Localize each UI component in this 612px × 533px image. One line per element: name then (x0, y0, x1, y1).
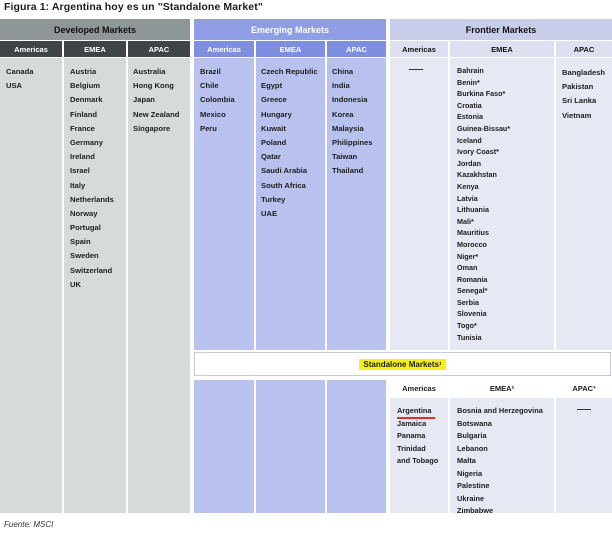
market-item: Sri Lanka (562, 96, 597, 106)
market-item: Bulgaria (457, 431, 487, 440)
market-item: Tunisia (457, 332, 482, 342)
market-item: Botswana (457, 418, 492, 428)
market-item: Qatar (261, 152, 281, 162)
market-item: China (332, 67, 354, 76)
market-item: Burkina Faso* (457, 89, 506, 99)
developed-apac-list (133, 65, 179, 136)
market-item: Serbia (457, 297, 479, 307)
market-item: Vietnam (562, 110, 592, 120)
standalone-apac-none-dash (577, 409, 591, 410)
market-item: Iceland (457, 135, 482, 145)
frontier-americas-column (390, 58, 448, 350)
standalone-americas-header: Americas (402, 383, 436, 393)
market-item: Bosnia and Herzegovina (457, 406, 543, 415)
emerging-americas-header: Americas (194, 41, 254, 57)
frontier-markets-header: Frontier Markets (390, 19, 612, 40)
emerging-markets-header: Emerging Markets (194, 19, 386, 40)
frontier-americas-none-dash (409, 69, 423, 70)
frontier-americas-header: Americas (390, 41, 448, 57)
argentina-underline (397, 417, 435, 419)
emerging-emea-lower (256, 380, 325, 513)
market-item: Lebanon (457, 443, 488, 453)
market-item: Ivory Coast* (457, 147, 499, 157)
market-item: Italy (70, 180, 86, 190)
market-item: Mauritius (457, 228, 489, 238)
emerging-emea-header: EMEA (256, 41, 325, 57)
developed-markets-header: Developed Markets (0, 19, 190, 40)
market-item: Philippines (332, 137, 373, 147)
market-item: Saudi Arabia (261, 166, 308, 176)
market-item: Senegal* (457, 286, 488, 296)
developed-emea-list (70, 65, 114, 292)
market-item: Greece (261, 95, 287, 105)
market-item: Taiwan (332, 152, 358, 162)
market-item: Zimbabwe (457, 506, 494, 515)
market-item: Togo* (457, 321, 477, 331)
market-item: Switzerland (70, 265, 113, 275)
market-item: Ukraine (457, 493, 485, 503)
developed-apac-header: APAC (128, 41, 190, 57)
standalone-apac-header: APAC³ (572, 383, 596, 393)
market-item: Turkey (261, 194, 286, 204)
market-item: Niger* (457, 251, 479, 261)
market-item: Jordan (457, 158, 481, 168)
market-item: UAE (261, 208, 278, 218)
market-item: Ireland (70, 152, 95, 162)
market-item: Pakistan (562, 82, 594, 92)
market-item: Japan (133, 95, 155, 105)
market-item: Israel (70, 166, 90, 176)
frontier-emea-header: EMEA (450, 41, 554, 57)
emerging-apac-lower (327, 380, 386, 513)
market-item: Chile (200, 81, 219, 91)
market-item: South Africa (261, 180, 306, 190)
market-item: Slovenia (457, 309, 487, 319)
emerging-apac-header: APAC (327, 41, 386, 57)
developed-americas-list (6, 65, 33, 93)
standalone-markets-bar (194, 352, 611, 376)
market-item: Jamaica (397, 418, 427, 428)
market-item: Thailand (332, 166, 364, 176)
emerging-americas-list (200, 65, 235, 136)
standalone-apac-column (556, 398, 612, 513)
frontier-emea-list (457, 65, 510, 343)
market-item: Colombia (200, 95, 235, 105)
market-item: Palestine (457, 481, 490, 490)
market-item: New Zealand (133, 109, 180, 119)
market-item: Argentina (397, 406, 432, 415)
market-item: Portugal (70, 223, 101, 233)
market-item: Croatia (457, 100, 482, 110)
market-item: Denmark (70, 95, 103, 105)
developed-emea-header: EMEA (64, 41, 126, 57)
market-item: UK (70, 279, 81, 289)
market-item: USA (6, 81, 23, 91)
emerging-apac-list (332, 65, 373, 179)
market-item: Brazil (200, 67, 221, 76)
market-item: Canada (6, 67, 34, 76)
developed-americas-header: Americas (0, 41, 62, 57)
market-item: Czech Republic (261, 67, 318, 76)
frontier-apac-header: APAC (556, 41, 612, 57)
market-item: Romania (457, 274, 488, 284)
market-item: Malta (457, 456, 476, 465)
figure-title: Figura 1: Argentina hoy es un "Standalone Market" (4, 1, 263, 13)
market-item: Sweden (70, 251, 99, 261)
market-item: Kazakhstan (457, 170, 497, 180)
market-item: Panama (397, 431, 426, 440)
market-item: Benin* (457, 77, 480, 87)
market-item: Singapore (133, 123, 171, 133)
market-item: Hungary (261, 109, 292, 119)
emerging-americas-lower (194, 380, 254, 513)
market-item: Spain (70, 237, 91, 247)
standalone-markets-label: Standalone Markets¹ (359, 359, 445, 370)
market-item: Mexico (200, 109, 226, 119)
market-item: Finland (70, 109, 97, 119)
market-item: Australia (133, 67, 166, 76)
source-note: Fuente: MSCI (4, 520, 54, 529)
market-item: Indonesia (332, 95, 368, 105)
market-item: Bahrain (457, 66, 484, 75)
market-item: Kenya (457, 181, 479, 191)
market-item: Korea (332, 109, 354, 119)
market-item: India (332, 81, 350, 91)
market-item: Lithuania (457, 205, 489, 215)
standalone-emea-header: EMEA² (489, 383, 515, 393)
market-item: Morocco (457, 239, 487, 249)
standalone-emea-list (457, 405, 543, 518)
market-item: Hong Kong (133, 81, 174, 91)
emerging-emea-list (261, 65, 318, 221)
market-item: Kuwait (261, 123, 286, 133)
frontier-apac-list (562, 66, 605, 123)
developed-americas-column (0, 58, 62, 513)
market-item: Bangladesh (562, 68, 606, 77)
market-item: Oman (457, 263, 478, 273)
market-item: Germany (70, 137, 103, 147)
market-item: Estonia (457, 112, 483, 122)
market-item: Netherlands (70, 194, 114, 204)
market-item: Austria (70, 67, 97, 76)
market-item: Guinea-Bissau* (457, 123, 511, 133)
market-item: Malaysia (332, 123, 364, 133)
market-item: Poland (261, 137, 287, 147)
market-item: Norway (70, 208, 98, 218)
market-item: Trinidad and Tobago (397, 443, 439, 465)
market-item: Mali* (457, 216, 474, 226)
market-item: Egypt (261, 81, 283, 91)
market-item: Peru (200, 123, 217, 133)
market-item: Belgium (70, 81, 100, 91)
market-item: Latvia (457, 193, 478, 203)
market-item: Nigeria (457, 468, 483, 478)
standalone-americas-list (397, 405, 438, 468)
market-item: France (70, 123, 95, 133)
